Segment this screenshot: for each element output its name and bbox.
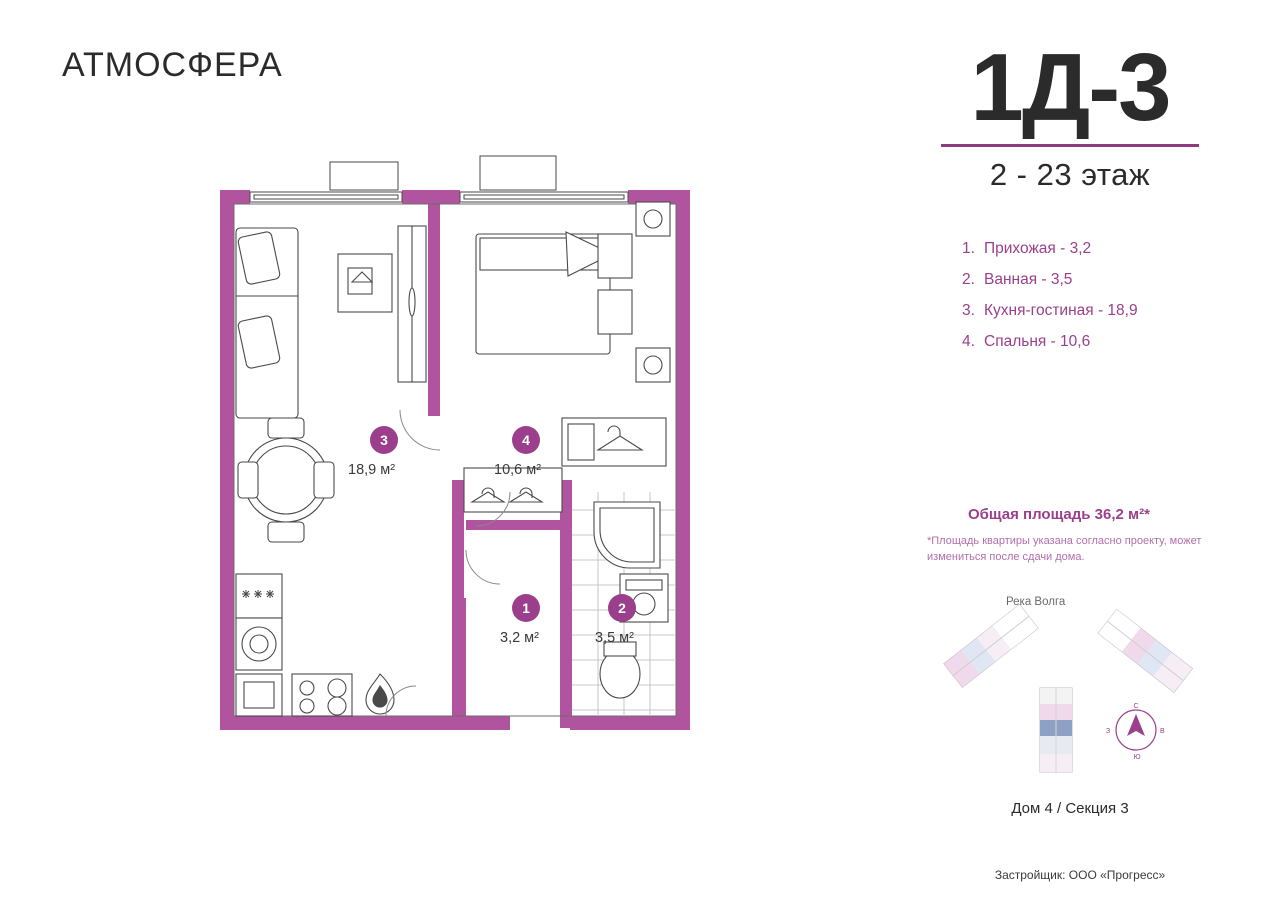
room-index: 3.	[962, 302, 975, 319]
room-area-1: 3,2 м²	[500, 630, 539, 646]
room-badge-3: 3	[370, 426, 398, 454]
room-index: 2.	[962, 271, 975, 288]
room-badge-2: 2	[608, 594, 636, 622]
house-section-label: Дом 4 / Секция 3	[1011, 800, 1129, 817]
room-label: Ванная - 3,5	[984, 271, 1073, 288]
room-label: Спальня - 10,6	[984, 333, 1091, 350]
brand-logo: АТМОСФЕРА	[62, 46, 283, 84]
list-item	[962, 233, 1240, 264]
total-area: Общая площадь 36,2 м²*	[968, 506, 1150, 523]
svg-text:Ю: Ю	[1133, 754, 1141, 761]
list-item	[962, 326, 1240, 357]
room-index: 4.	[962, 333, 975, 350]
site-plan-svg	[930, 590, 1210, 790]
svg-text:З: З	[1106, 728, 1111, 735]
room-area-4: 10,6 м²	[494, 462, 542, 478]
plan-code: 1Д-3	[970, 34, 1170, 141]
info-panel	[900, 34, 1240, 882]
room-label: Прихожая - 3,2	[984, 240, 1092, 257]
room-area-2: 3,5 м²	[595, 630, 634, 646]
river-label: Река Волга	[1006, 596, 1066, 608]
svg-text:В: В	[1160, 728, 1165, 735]
svg-text:С: С	[1133, 703, 1139, 710]
room-legend-list	[962, 233, 1240, 357]
room-label: Кухня-гостиная - 18,9	[984, 302, 1138, 319]
list-item	[962, 295, 1240, 326]
area-disclaimer: *Площадь квартиры указана согласно проекту, может измениться после сдачи дома.	[927, 535, 1202, 563]
floors-range: 2 - 23 этаж	[989, 157, 1151, 192]
room-index: 1.	[962, 240, 975, 257]
room-badge-4: 4	[512, 426, 540, 454]
developer-label: Застройщик: ООО «Прогресс»	[994, 868, 1166, 882]
site-plan	[930, 590, 1210, 882]
room-area-3: 18,9 м²	[348, 462, 396, 478]
list-item	[962, 264, 1240, 295]
room-badge-1: 1	[512, 594, 540, 622]
floor-plan-drawing	[180, 150, 740, 770]
title-divider	[941, 144, 1199, 147]
